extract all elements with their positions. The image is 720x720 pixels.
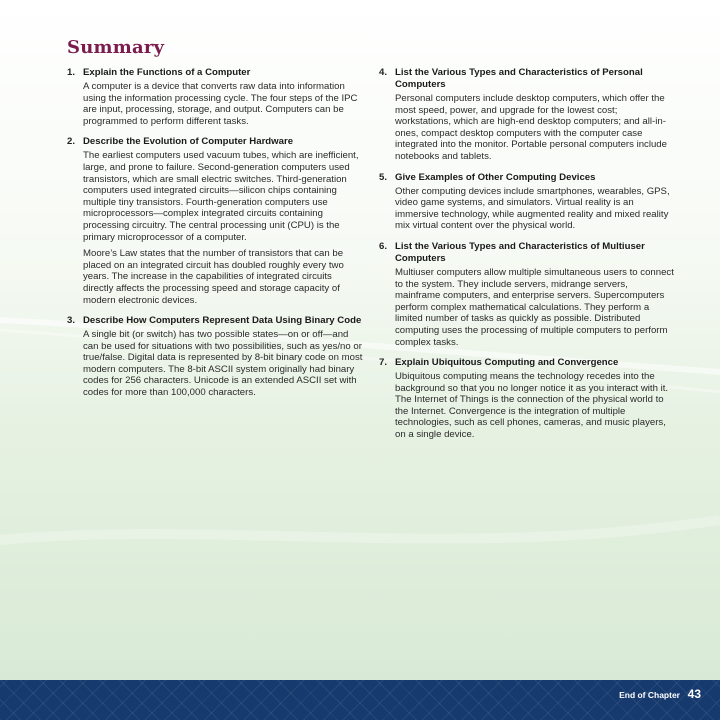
page-number: 43 (687, 687, 701, 701)
summary-item (379, 241, 675, 348)
item-number: 4. (379, 67, 388, 78)
item-heading: Explain the Functions of a Computer (83, 67, 251, 78)
item-paragraph: Other computing devices include smartphones, wearables, GPS, video game systems, and simulators. Virtual reality is an immersive technology, while augmented reality and mixed reality mix virtual content over the physical world. (395, 185, 670, 232)
item-heading: List the Various Types and Characteristics of Multiuser Computers (395, 240, 645, 264)
footer-chapter-label: End of Chapter (619, 690, 680, 700)
summary-item (67, 136, 363, 306)
item-number: 6. (379, 240, 388, 252)
item-paragraph: The earliest computers used vacuum tubes, which are inefficient, large, and prone to failure. Second-generation computers used transistors, which are small electric switches. Third-generation computers used integrated circuits—silicon chips containing multiple tiny transistors. Fourth-generation computers use microprocessors—complex integrated circuits containing processing circuitry. The central processing unit (CPU) is the primary microprocessor of a computer. (83, 150, 359, 243)
item-number: 7. (379, 357, 388, 369)
summary-item (379, 67, 675, 163)
item-number: 2. (67, 136, 76, 148)
footer-bar (0, 680, 720, 720)
page-title: Summary (67, 37, 165, 58)
summary-item (379, 357, 675, 441)
summary-item (379, 172, 675, 232)
item-paragraph: A computer is a device that converts raw data into information using the information processing cycle. The four steps of the IPC are input, processing, storage, and output. Computers can be programmed to perform different tasks. (83, 81, 358, 127)
item-number: 5. (379, 171, 388, 183)
item-heading: Describe How Computers Represent Data Using Binary Code (83, 315, 362, 327)
item-heading: Explain Ubiquitous Computing and Convergence (395, 357, 619, 369)
item-heading: List the Various Types and Characteristics of Personal Computers (395, 67, 643, 90)
item-paragraph: Ubiquitous computing means the technology recedes into the background so that you no longer notice it as you interact with it. The Internet of Things is the connection of the physical world to the Internet. Convergence is the integration of multiple technologies, such as cell phones, cameras, and music players, on a single device. (395, 371, 669, 441)
item-paragraph: Moore’s Law states that the number of transistors that can be placed on an integrated circuit has doubled roughly every two years. The increase in the capabilities of integrated circuits directly affects the processing speed and storage capacity of modern electronic devices. (83, 248, 344, 306)
item-number: 3. (67, 315, 76, 327)
item-paragraph: A single bit (or switch) has two possible states—on or off—and can be used for situations with two possibilities, such as yes/no or true/false. Digital data is represented by 8-bit binary code on most modern computers. The 8-bit ASCII system originally had binary codes for 256 characters. Unicode is an extended ASCII set with codes for more than 100,000 characters. (83, 329, 363, 399)
summary-item (67, 67, 363, 127)
left-column (67, 67, 363, 408)
item-paragraph: Personal computers include desktop computers, which offer the most speed, power, and upgrade for the lowest cost; workstations, which are high-end desktop computers; and all-in-ones, compact desktop computers with the computer case integrated into the monitor. Portable personal computers include notebooks and tablets. (395, 93, 667, 162)
item-heading: Give Examples of Other Computing Devices (395, 171, 596, 183)
right-column (379, 67, 675, 450)
item-paragraph: Multiuser computers allow multiple simultaneous users to connect to the system. They include servers, midrange servers, mainframe computers, and enterprise servers. Supercomputers perform complex mathematical calculations. They perform a limited number of tasks as quickly as possible. Distributed computing uses the processing of multiple computers to perform complex tasks. (395, 266, 674, 348)
item-number: 1. (67, 67, 76, 78)
item-heading: Describe the Evolution of Computer Hardware (83, 136, 294, 148)
summary-item (67, 315, 363, 399)
